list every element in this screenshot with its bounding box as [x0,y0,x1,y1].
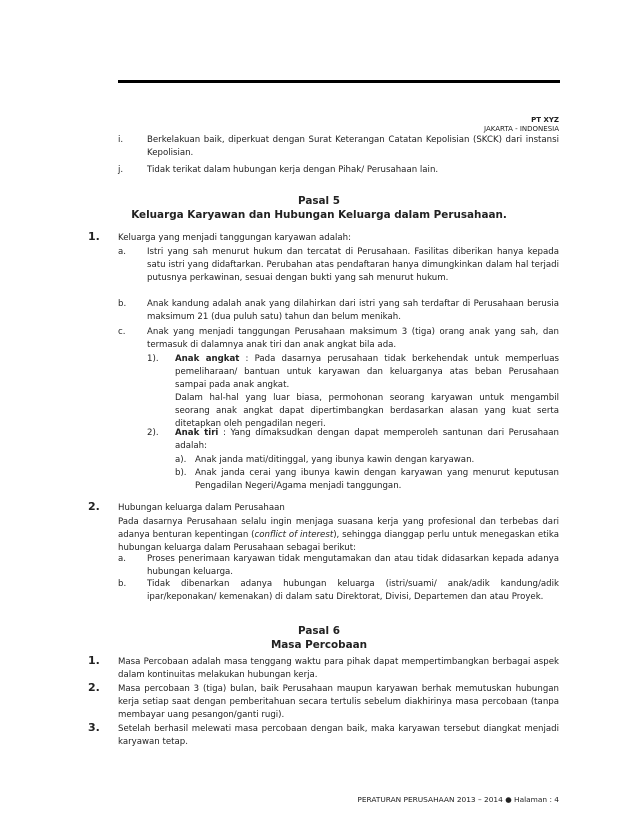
item-text: Anak kandung adalah anak yang dilahirkan dari istri yang sah terdaftar di Perusahaan berusia maksimum 21 (dua puluh satu) tahun dan belum menikah. [147,299,559,322]
item-text: Masa Percobaan adalah masa tenggang waktu para pihak dapat mempertimbangkan berbagai aspek dalam kontinuitas melakukan hubungan kerja. [118,657,559,680]
item-text: Proses penerimaan karyawan tidak mengutamakan dan atau tidak didasarkan kepada adanya hubungan keluarga. [147,554,559,577]
item-marker: a. [118,554,126,564]
item-marker: i. [118,135,124,145]
sub-sub-text: Anak janda mati/ditinggal, yang ibunya kawin dengan karyawan. [195,455,475,465]
pasal6-subtitle: Masa Percobaan [270,639,368,651]
sub-sub-text: Anak janda cerai yang ibunya kawin dengan karyawan yang menurut keputusan Pengadilan Negeri/Agama menjadi tanggungan. [195,468,559,491]
pasal5-subtitle: Keluarga Karyawan dan Hubungan Keluarga dalam Perusahaan. [131,209,507,221]
sub-sub-marker: b). [175,468,187,478]
section-number: 3. [88,721,100,734]
item-text: Istri yang sah menurut hukum dan tercatat di Perusahaan. Fasilitas diberikan hanya kepada satu istri yang didaftarkan. Perubahan atas pendaftaran hanya dimungkinkan dalam hal terjadi putusnya perkawinan, sesuai dengan bukti yang sah menurut hukum. [147,247,559,283]
company-name: PT XYZ [531,116,559,124]
item-text: Setelah berhasil melewati masa percobaan dengan baik, maka karyawan tersebut diangkat menjadi karyawan tetap. [118,724,559,747]
footer-title: PERATURAN PERUSAHAAN 2013 – 2014 [357,795,503,804]
item-text: Tidak dibenarkan adanya hubungan keluarga (istri/suami/ anak/adik kandung/adik ipar/keponakan/ kemenakan) di dalam satu Direktorat, Divisi, Departemen dan atau Proyek. [147,579,559,602]
item1-intro: Keluarga yang menjadi tanggungan karyawan adalah: [118,233,351,243]
header-rule [118,80,560,83]
item-text: Berkelakuan baik, diperkuat dengan Surat Keterangan Catatan Kepolisian (SKCK) dari instansi Kepolisian. [147,135,559,158]
term: Anak tiri [175,428,219,438]
section-number: 1. [88,230,100,243]
pasal6-title: Pasal 6 [298,625,340,637]
pasal5-title: Pasal 5 [298,195,340,207]
item2-title: Hubungan keluarga dalam Perusahaan [118,503,285,513]
anak-angkat-text2: Dalam hal-hal yang luar biasa, permohonan seorang karyawan untuk mengambil seorang anak angkat dapat dipertimbangkan berdasarkan alasan yang kuat serta ditetapkan oleh pengadilan negeri. [175,393,559,429]
page-label: Halaman : [514,795,552,804]
item-marker: j. [118,165,124,175]
footer [357,795,559,804]
item-marker: b. [118,579,127,589]
page-number: 4 [554,795,559,804]
item2-paragraph: Pada dasarnya Perusahaan selalu ingin menjaga suasana kerja yang profesional dan terbebas dari adanya benturan kepentingan (conflict of interest), sehingga dianggap perlu untuk menegaskan etika hubungan keluarga dalam Perusahaan sebagai berikut: [118,517,559,553]
bullet-icon: ● [505,795,512,804]
company-location: JAKARTA - INDONESIA [484,125,559,133]
item-text: Anak yang menjadi tanggungan Perusahaan maksimum 3 (tiga) orang anak yang sah, dan termasuk di dalamnya anak tiri dan anak angkat bila ada. [147,327,559,350]
item-text: Tidak terikat dalam hubungan kerja dengan Pihak/ Perusahaan lain. [147,165,439,175]
sub-marker: 1). [147,354,159,364]
item-marker: a. [118,247,126,257]
section-number: 1. [88,654,100,667]
item-text: Masa percobaan 3 (tiga) bulan, baik Perusahaan maupun karyawan berhak memutuskan hubungan kerja setiap saat dengan pemberitahuan secara tertulis sebelum diakhirinya masa percobaan (tanpa membayar uang pesangon/ganti rugi). [118,684,559,720]
term: Anak angkat [175,354,240,364]
sub-sub-marker: a). [175,455,187,465]
section-number: 2. [88,500,100,513]
item-marker: c. [118,327,126,337]
anak-tiri-text: Anak tiri : Yang dimaksudkan dengan dapat memperoleh santunan dari Perusahaan adalah: [175,428,559,451]
anak-angkat-text: Anak angkat : Pada dasarnya perusahaan tidak berkehendak untuk memperluas pemeliharaan/ bantuan untuk karyawan dan keluarganya atas beban Perusahaan sampai pada anak angkat. [175,354,559,390]
item-marker: b. [118,299,127,309]
section-number: 2. [88,681,100,694]
sub-marker: 2). [147,428,159,438]
